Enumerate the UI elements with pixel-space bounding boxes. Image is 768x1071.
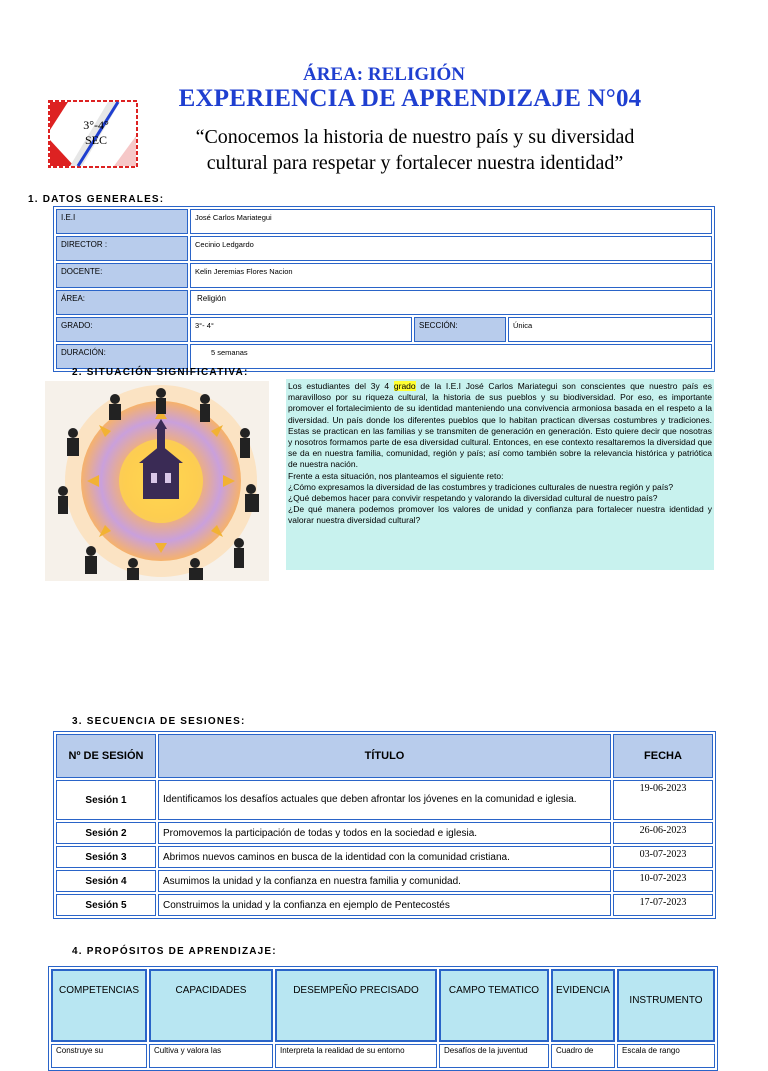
sesion-titulo: Construimos la unidad y la confianza en ejemplo de Pentecostés bbox=[158, 894, 611, 916]
table-row bbox=[56, 780, 713, 820]
situacion-q1: ¿Cómo expresamos la diversidad de las costumbres y tradiciones culturales de nuestra región y país? bbox=[288, 481, 674, 492]
situacion-q3: ¿De qué manera podemos promover los valores de unidad y confianza para fortalecer nuestra identidad y valorar nuestra diversidad cultural? bbox=[288, 504, 712, 526]
table-row bbox=[56, 822, 713, 844]
cell-competencia: Construye su bbox=[51, 1044, 147, 1068]
situacion-heading: 2. SITUACIÓN SIGNIFICATIVA: bbox=[72, 367, 249, 378]
cell-campo: Desafíos de la juventud bbox=[439, 1044, 549, 1068]
duracion-label: DURACIÓN: bbox=[56, 344, 188, 369]
datos-label: ÁREA: bbox=[56, 290, 188, 315]
sesion-titulo: Promovemos la participación de todas y todos en la sociedad e iglesia. bbox=[158, 822, 611, 844]
datos-label: I.E.I bbox=[56, 209, 188, 234]
sesion-fecha: 17-07-2023 bbox=[613, 894, 713, 916]
area-title: ÁREA: RELIGIÓN bbox=[302, 64, 466, 85]
cell-instrumento: Escala de rango bbox=[617, 1044, 715, 1068]
datos-value: Kelin Jeremias Flores Nacion bbox=[190, 263, 712, 288]
situacion-text bbox=[286, 379, 714, 570]
duracion-value: 5 semanas bbox=[190, 344, 712, 369]
logo-sec: SEC bbox=[84, 133, 107, 147]
col-capacidades: CAPACIDADES bbox=[149, 969, 273, 1042]
datos-label: DOCENTE: bbox=[56, 263, 188, 288]
datos-value: Cecinio Ledgardo bbox=[190, 236, 712, 261]
sesion-titulo: Asumimos la unidad y la confianza en nuestra familia y comunidad. bbox=[158, 870, 611, 892]
table-row bbox=[56, 870, 713, 892]
subtitle-line-1: “Conocemos la historia de nuestro país y su diversidad bbox=[195, 126, 635, 148]
sesion-fecha: 03-07-2023 bbox=[613, 846, 713, 868]
situacion-p1-rest: de la I.E.I José Carlos Mariategui son conscientes que nuestro país es maravilloso por su riqueza cultural, la historia de sus pueblos y su biodiversidad. Por eso, es importante promover el fortalecimiento de su identidad manteniendo una convivencia armoniosa basada en el respeto a la diversidad. Un país donde los diferentes pueblos que lo habitan practican diversas costumbres y tradiciones. Estas se practican en las familias y se transmiten de generación en generación. Esto quiere decir que nosotras y nosotros formamos parte de esa diversidad cultural. Entonces, en ese contexto resaltaremos la diversidad que se da en nuestra familia, comunidad, región y país; así como también sobre la relevancia histórica y patriótica de nuestra nación. bbox=[288, 381, 712, 470]
datos-value: Religión bbox=[190, 290, 712, 315]
grado-label: GRADO: bbox=[56, 317, 188, 342]
col-titulo: TÍTULO bbox=[158, 734, 611, 778]
sesion-num: Sesión 1 bbox=[56, 780, 156, 820]
situacion-p2: Frente a esta situación, nos planteamos el siguiente reto: bbox=[288, 470, 504, 481]
table-row bbox=[56, 846, 713, 868]
datos-table bbox=[53, 206, 715, 372]
col-desempeno: DESEMPEÑO PRECISADO bbox=[275, 969, 437, 1042]
propositos-table bbox=[48, 966, 718, 1071]
table-row bbox=[51, 1044, 715, 1068]
sesion-titulo: Abrimos nuevos caminos en busca de la identidad con la comunidad cristiana. bbox=[158, 846, 611, 868]
seccion-label: SECCIÓN: bbox=[414, 317, 506, 342]
col-instrumento: INSTRUMENTO bbox=[617, 969, 715, 1042]
sesiones-table bbox=[53, 731, 716, 919]
table-row bbox=[56, 209, 712, 234]
cell-evidencia: Cuadro de bbox=[551, 1044, 615, 1068]
cell-desempeno: Interpreta la realidad de su entorno bbox=[275, 1044, 437, 1068]
cell-capacidad: Cultiva y valora las bbox=[149, 1044, 273, 1068]
col-num-sesion: Nº DE SESIÓN bbox=[56, 734, 156, 778]
sesion-num: Sesión 3 bbox=[56, 846, 156, 868]
table-row bbox=[56, 236, 712, 261]
col-evidencia: EVIDENCIA bbox=[551, 969, 615, 1042]
sesion-num: Sesión 2 bbox=[56, 822, 156, 844]
diversity-illustration bbox=[45, 381, 269, 581]
grado-value: 3°- 4° bbox=[190, 317, 412, 342]
subtitle-line-2: cultural para respetar y fortalecer nuestra identidad” bbox=[206, 152, 624, 174]
datos-heading: 1. DATOS GENERALES: bbox=[28, 194, 165, 205]
table-row bbox=[56, 290, 712, 315]
experiencia-title: EXPERIENCIA DE APRENDIZAJE N°04 bbox=[178, 85, 642, 112]
col-competencias: COMPETENCIAS bbox=[51, 969, 147, 1042]
table-row bbox=[56, 344, 712, 369]
table-row bbox=[56, 894, 713, 916]
situacion-p1-start: Los estudiantes del 3y 4 bbox=[288, 381, 390, 391]
sesion-fecha: 10-07-2023 bbox=[613, 870, 713, 892]
table-row bbox=[56, 263, 712, 288]
seccion-value: Única bbox=[508, 317, 712, 342]
sesion-titulo: Identificamos los desafíos actuales que deben afrontar los jóvenes en la comunidad e iglesia. bbox=[158, 780, 611, 820]
sesion-fecha: 19-06-2023 bbox=[613, 780, 713, 820]
logo-label bbox=[66, 118, 126, 148]
propositos-heading: 4. PROPÓSITOS DE APRENDIZAJE: bbox=[72, 946, 277, 957]
datos-label: DIRECTOR : bbox=[56, 236, 188, 261]
sesion-num: Sesión 5 bbox=[56, 894, 156, 916]
table-header-row bbox=[51, 969, 715, 1042]
sesion-fecha: 26-06-2023 bbox=[613, 822, 713, 844]
secuencia-heading: 3. SECUENCIA DE SESIONES: bbox=[72, 716, 246, 727]
table-header-row bbox=[56, 734, 713, 778]
highlight-grado: grado bbox=[393, 381, 416, 391]
table-row bbox=[56, 317, 712, 342]
experience-subtitle bbox=[180, 124, 650, 176]
col-fecha: FECHA bbox=[613, 734, 713, 778]
sesion-num: Sesión 4 bbox=[56, 870, 156, 892]
col-campo-tematico: CAMPO TEMATICO bbox=[439, 969, 549, 1042]
logo-grade: 3°-4° bbox=[83, 118, 109, 132]
datos-value: José Carlos Mariategui bbox=[190, 209, 712, 234]
situacion-q2: ¿Qué debemos hacer para convivir respetando y valorando la diversidad cultural de nuestro país? bbox=[288, 493, 658, 504]
